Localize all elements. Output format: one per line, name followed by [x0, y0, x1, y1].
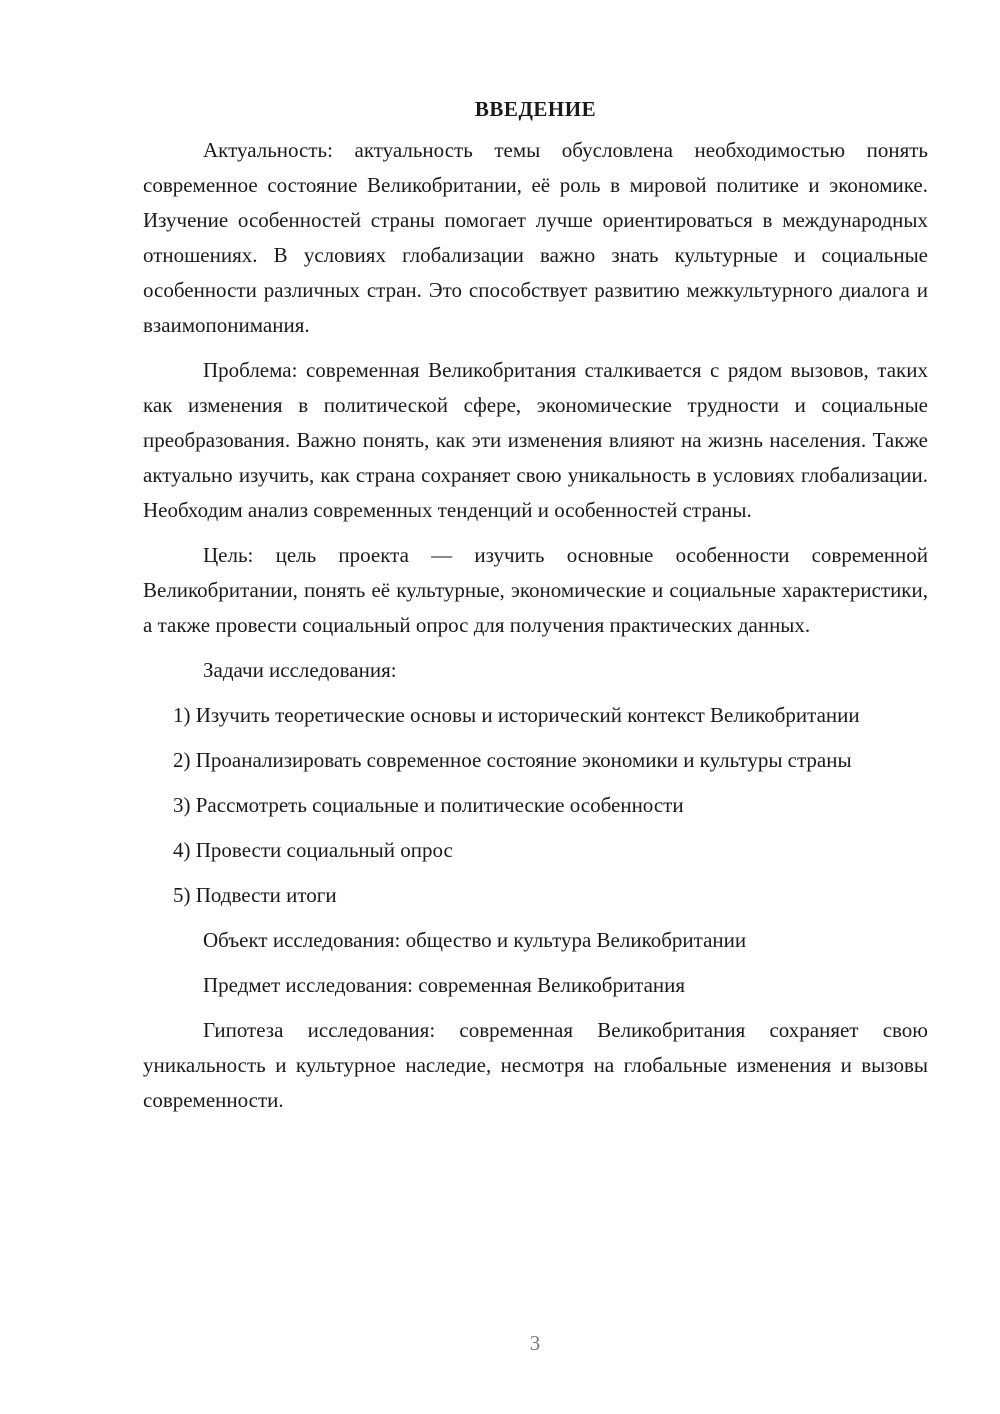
task-item-2: 2) Проанализировать современное состояние экономики и культуры страны	[173, 748, 852, 772]
task-item-1: 1) Изучить теоретические основы и исторический контекст Великобритании	[173, 703, 860, 727]
paragraph-hypothesis: Гипотеза исследования: современная Великобритания сохраняет свою уникальность и культурное наследие, несмотря на глобальные изменения и вызовы современности.	[143, 1018, 928, 1112]
paragraph-problem: Проблема: современная Великобритания сталкивается с рядом вызовов, таких как изменения в политической сфере, экономические трудности и социальные преобразования. Важно понять, как эти изменения влияют на жизнь населения. Также актуально изучить, как страна сохраняет свою уникальность в условиях глобализации. Необходим анализ современных тенденций и особенностей страны.	[143, 358, 928, 522]
document-page	[143, 92, 928, 1128]
tasks-heading: Задачи исследования:	[203, 658, 397, 682]
paragraph-object: Объект исследования: общество и культура Великобритании	[203, 928, 747, 952]
paragraph-goal: Цель: цель проекта — изучить основные особенности современной Великобритании, понять её культурные, экономические и социальные характеристики, а также провести социальный опрос для получения практических данных.	[143, 543, 928, 637]
page-number: 3	[529, 1331, 541, 1355]
task-item-4: 4) Провести социальный опрос	[173, 838, 453, 862]
page-title: ВВЕДЕНИЕ	[474, 97, 597, 121]
task-item-3: 3) Рассмотреть социальные и политические особенности	[173, 793, 684, 817]
task-item-5: 5) Подвести итоги	[173, 883, 337, 907]
paragraph-relevance: Актуальность: актуальность темы обусловлена необходимостью понять современное состояние Великобритании, её роль в мировой политике и экономике. Изучение особенностей страны помогает лучше ориентироваться в международных отношениях. В условиях глобализации важно знать культурные и социальные особенности различных стран. Это способствует развитию межкультурного диалога и взаимопонимания.	[143, 138, 928, 337]
paragraph-subject: Предмет исследования: современная Великобритания	[203, 973, 686, 997]
